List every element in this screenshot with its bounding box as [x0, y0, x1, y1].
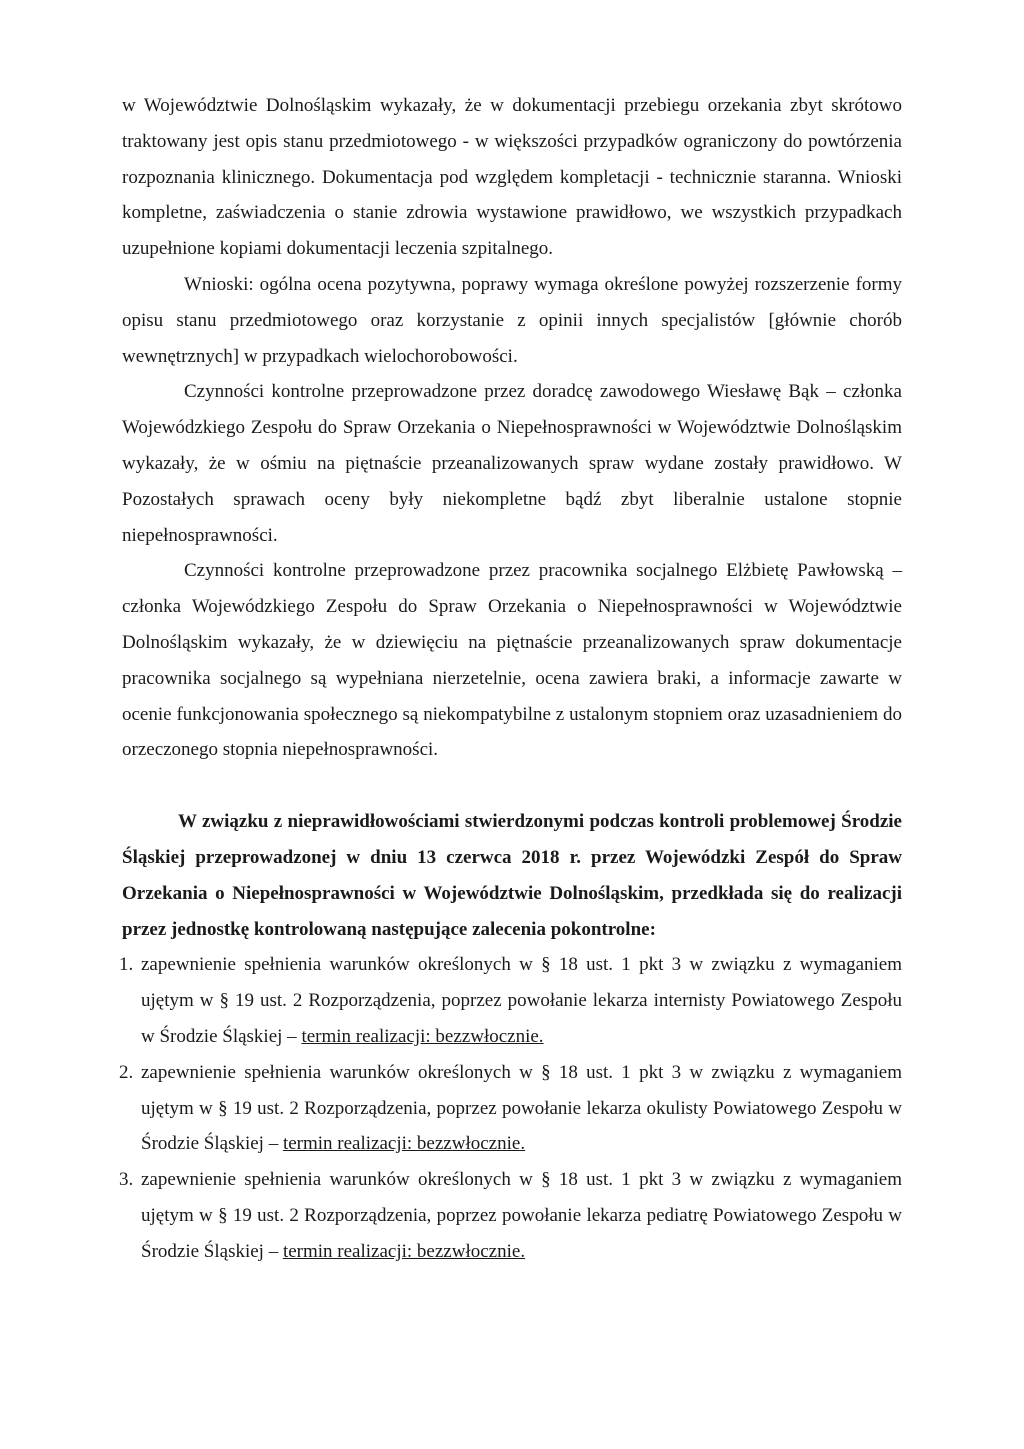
recommendation-body: zapewnienie spełnienia warunków określonych w § 18 ust. 1 pkt 3 w związku z wymaganiem ujętym w § 19 ust. 2 Rozporządzenia, poprzez powołanie lekarza pediatrę Powiatowego Zespołu w Środzie Śląskiej – [141, 1169, 902, 1262]
recommendation-deadline: termin realizacji: bezzwłocznie. [301, 1025, 544, 1047]
recommendation-item [119, 1162, 902, 1269]
recommendation-number: 3. [119, 1169, 134, 1191]
recommendations-list [119, 947, 902, 1269]
recommendation-deadline: termin realizacji: bezzwłocznie. [282, 1240, 526, 1262]
recommendation-deadline: termin realizacji: bezzwłocznie. [282, 1133, 526, 1155]
recommendation-text [141, 947, 902, 1054]
paragraph-4: Czynności kontrolne przeprowadzone przez pracownika socjalnego Elżbietę Pawłowską – członka Wojewódzkiego Zespołu do Spraw Orzekania o Niepełnosprawności w Województwie Dolnośląskim wykazały, że w dziewięciu na piętnaście przeanalizowanych spraw dokumentacje pracownika socjalnego są wypełniana nierzetelnie, ocena zawiera braki, a informacje zawarte w ocenie funkcjonowania społecznego są niekompatybilne z ustalonym stopniem oraz uzasadnieniem do orzeczonego stopnia niepełnosprawności. [122, 560, 902, 761]
recommendation-text [141, 1162, 902, 1269]
recommendation-body: zapewnienie spełnienia warunków określonych w § 18 ust. 1 pkt 3 w związku z wymaganiem ujętym w § 19 ust. 2 Rozporządzenia, poprzez powołanie lekarza okulisty Powiatowego Zespołu w Środzie Śląskiej – [141, 1061, 902, 1155]
recommendation-number: 2. [119, 1061, 134, 1083]
recommendation-number: 1. [119, 954, 134, 976]
paragraph-1: w Województwie Dolnośląskim wykazały, że w dokumentacji przebiegu orzekania zbyt skrótowo traktowany jest opis stanu przedmiotowego - w większości przypadków ograniczony do powtórzenia rozpoznania klinicznego. Dokumentacja pod względem kompletacji - technicznie staranna. Wnioski kompletne, zaświadczenia o stanie zdrowia wystawione prawidłowo, we wszystkich przypadkach uzupełnione kopiami dokumentacji leczenia szpitalnego. [122, 95, 902, 260]
recommendation-item [119, 1055, 902, 1162]
paragraph-2: Wnioski: ogólna ocena pozytywna, poprawy wymaga określone powyżej rozszerzenie formy opisu stanu przedmiotowego oraz korzystanie z opinii innych specjalistów [głównie chorób wewnętrznych] w przypadkach wielochorobowości. [122, 273, 902, 367]
recommendation-text [141, 1055, 902, 1162]
recommendation-body: zapewnienie spełnienia warunków określonych w § 18 ust. 1 pkt 3 w związku z wymaganiem ujętym w § 19 ust. 2 Rozporządzenia, poprzez powołanie lekarza internisty Powiatowego Zespołu w Środzie Śląskiej – [141, 954, 902, 1047]
recommendations-intro: W związku z nieprawidłowościami stwierdzonymi podczas kontroli problemowej Środzie Śląskiej przeprowadzonej w dniu 13 czerwca 2018 r. przez Wojewódzki Zespół do Spraw Orzekania o Niepełnosprawności w Województwie Dolnośląskim, przedkłada się do realizacji przez jednostkę kontrolowaną następujące zalecenia pokontrolne: [122, 811, 902, 940]
recommendation-item [119, 947, 902, 1054]
paragraph-3: Czynności kontrolne przeprowadzone przez doradcę zawodowego Wiesławę Bąk – członka Wojewódzkiego Zespołu do Spraw Orzekania o Niepełnosprawności w Województwie Dolnośląskim wykazały, że w ośmiu na piętnaście przeanalizowanych spraw wydane zostały prawidłowo. W Pozostałych sprawach oceny były niekompletne bądź zbyt liberalnie ustalone stopnie niepełnosprawności. [122, 381, 902, 546]
